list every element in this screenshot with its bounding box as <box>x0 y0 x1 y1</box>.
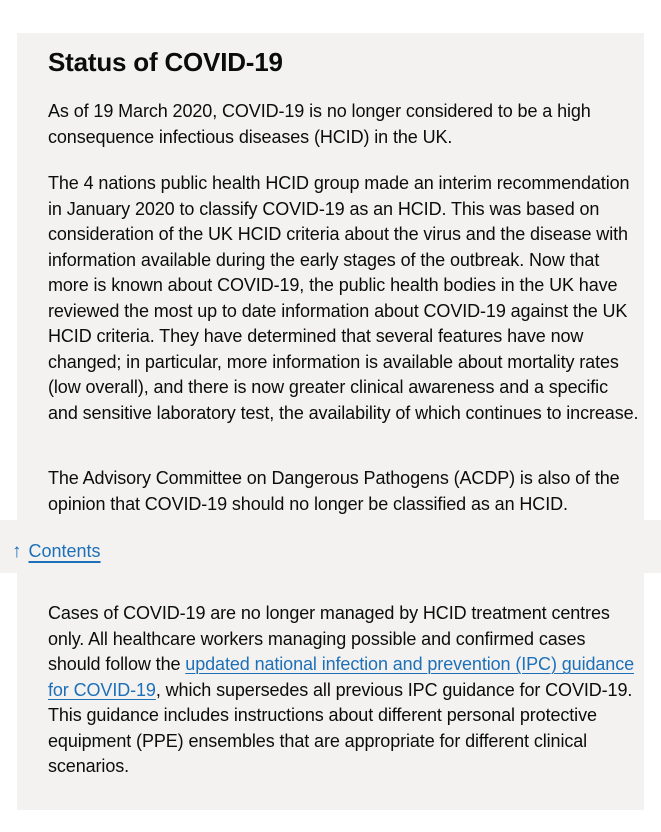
paragraph-hcid-group: The 4 nations public health HCID group made an interim recommendation in January 2020 to classify COVID-19 as an HCID. This was based on consideration of the UK HCID criteria about the virus and the disease with information available during the early stages of the outbreak. Now that more is known about COVID-19, the public health bodies in the UK have reviewed the most up to date information about COVID-19 against the UK HCID criteria. They have determined that several features have now changed; in particular, more information is available about mortality rates (low overall), and there is now greater clinical awareness and a specific and sensitive laboratory test, the availability of which continues to increase. <box>48 173 639 423</box>
up-arrow-icon: ↑ <box>12 541 22 562</box>
ipc-guidance-link[interactable]: updated national infection and prevention (IPC) guidance for COVID-19 <box>48 654 635 700</box>
contents-link-label: Contents <box>28 541 101 561</box>
paragraph-ipc-prefix: Cases of COVID-19 are no longer managed by HCID treatment centres only. All healthcare workers managing possible and confirmed cases should follow the <box>48 603 610 674</box>
paragraph-acdp: The Advisory Committee on Dangerous Pathogens (ACDP) is also of the opinion that COVID-19 should no longer be classified as an HCID. <box>48 468 620 514</box>
page-title: Status of COVID-19 <box>48 47 283 77</box>
paragraph-ipc-suffix: , which supersedes all previous IPC guidance for COVID-19. This guidance includes instructions about different personal protective equipment (PPE) ensembles that are appropriate for different clinical scenarios. <box>48 679 633 776</box>
contents-link[interactable] <box>12 539 101 564</box>
paragraph-status-date: As of 19 March 2020, COVID-19 is no longer considered to be a high consequence infectious diseases (HCID) in the UK. <box>48 101 591 147</box>
paragraph-ipc-guidance <box>48 601 640 780</box>
